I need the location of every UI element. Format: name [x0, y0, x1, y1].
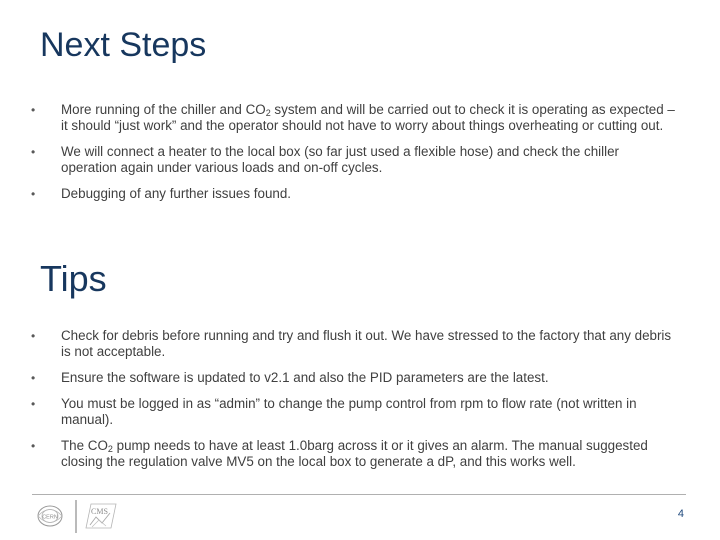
next-steps-title: Next Steps — [40, 26, 207, 64]
footer-logos — [30, 497, 130, 537]
next-steps-list — [28, 102, 678, 212]
page-number: 4 — [677, 508, 684, 520]
svg-text:CERN: CERN — [42, 514, 58, 521]
cms-logo-icon — [86, 504, 116, 528]
list-item: • Check for debris before running and try and flush it out. We have stressed to the factory that any debris is not acceptable. — [28, 328, 678, 360]
svg-text:CMS: CMS — [91, 507, 108, 516]
list-item: • You must be logged in as “admin” to change the pump control from rpm to flow rate (not written in manual). — [28, 396, 678, 428]
footer-divider — [32, 494, 686, 495]
tips-list — [28, 328, 678, 480]
list-item: • Ensure the software is updated to v2.1 and also the PID parameters are the latest. — [28, 370, 678, 386]
list-item: • We will connect a heater to the local box (so far just used a flexible hose) and check the chiller operation again under various loads and on-off cycles. — [28, 144, 678, 176]
list-item: • More running of the chiller and $CO_2$ system and will be carried out to check it is operating as expected – it should “just work” and the operator should not have to worry about things overheating or cutting out. — [28, 102, 678, 134]
cern-logo-icon — [38, 506, 62, 526]
tips-title: Tips — [40, 258, 107, 299]
list-item: • The $CO_2$ pump needs to have at least 1.0barg across it or it gives an alarm. The manual suggested closing the regulation valve MV5 on the local box to generate a dP, and this works well. — [28, 438, 678, 470]
list-item: • Debugging of any further issues found. — [28, 186, 678, 202]
